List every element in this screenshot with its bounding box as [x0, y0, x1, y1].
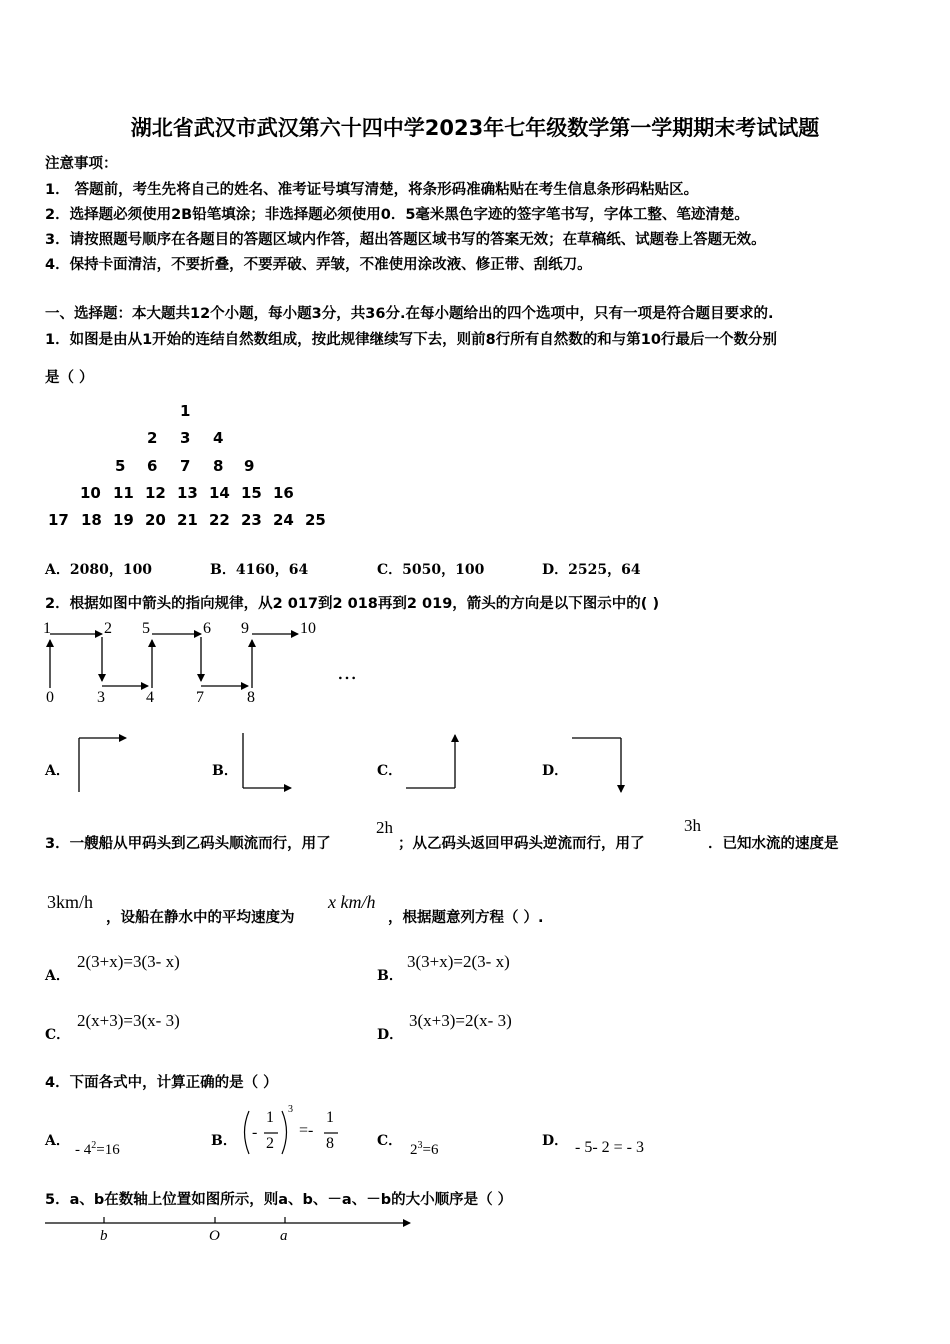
equals-minus: =-	[299, 1122, 314, 1139]
fraction-denominator: 2	[266, 1135, 274, 1152]
notes-heading: 注意事项：	[45, 156, 118, 172]
note-item: 1． 答题前，考生先将自己的姓名、准考证号填写清楚，将条形码准确粘贴在考生信息条形码粘贴区。	[45, 182, 699, 198]
q4-option-a-expr	[75, 1140, 120, 1159]
q4-option-a-label[interactable]: A．	[45, 1133, 70, 1149]
triangle-number: 19	[113, 511, 134, 529]
time-2: 3h	[684, 816, 701, 835]
q3-option-c-expr: 2(x+3)=3(x- 3)	[77, 1011, 180, 1030]
fraction-numerator: 1	[266, 1109, 274, 1126]
q2-option-a-label[interactable]: A．	[45, 763, 70, 779]
q1-option-a[interactable]: A．2080，100	[45, 562, 153, 578]
time-1: 2h	[376, 818, 393, 837]
triangle-number: 2	[147, 429, 158, 447]
q1-option-c[interactable]: C．5050，100	[377, 562, 485, 578]
fraction-parentheses	[245, 1111, 339, 1154]
expr-base: 2	[410, 1142, 418, 1158]
boat-speed: x km/h	[328, 892, 376, 912]
triangle-number: 1	[180, 402, 191, 420]
expr-exponent: 2	[91, 1140, 97, 1151]
q3-option-d-expr: 3(x+3)=2(x- 3)	[409, 1011, 512, 1030]
triangle-number: 22	[209, 511, 230, 529]
q4-option-c-label[interactable]: C．	[377, 1133, 403, 1149]
q4-option-d-expr: - 5- 2 = - 3	[575, 1139, 645, 1156]
section-heading: 一、选择题：本大题共12个小题，每小题3分，共36分.在每小题给出的四个选项中，只有一项是符合题目要求的.	[45, 306, 774, 322]
page-title: 湖北省武汉市武汉第六十四中学2023年七年级数学第一学期期末考试试题	[130, 116, 820, 140]
triangle-number: 15	[241, 484, 262, 502]
question-1-text: 1．如图是由从1开始的连结自然数组成，按此规律继续写下去，则前8行所有自然数的和与第10行最后一个数分别	[45, 332, 777, 348]
question-4-text: 4．下面各式中，计算正确的是（ ）	[45, 1075, 278, 1091]
triangle-number: 9	[244, 457, 255, 475]
q1-option-b[interactable]: B．4160，64	[210, 562, 309, 578]
question-2-text: 2．根据如图中箭头的指向规律，从2 017到2 018再到2 019，箭头的方向是以下图示中的( )	[45, 596, 660, 612]
q4-option-d-label[interactable]: D．	[542, 1133, 569, 1149]
note-item: 4．保持卡面清洁，不要折叠，不要弄破、弄皱，不准使用涂改液、修正带、刮纸刀。	[45, 257, 592, 273]
arrow-number: 2	[104, 620, 112, 637]
arrow-pattern-diagram	[50, 634, 298, 688]
question-3-text-part1: 3．一艘船从甲码头到乙码头顺流而行，用了	[45, 836, 331, 852]
triangle-number: 3	[180, 429, 191, 447]
triangle-number: 16	[273, 484, 294, 502]
triangle-number: 5	[115, 457, 126, 475]
arrow-number: 3	[97, 689, 105, 706]
triangle-number: 4	[213, 429, 224, 447]
q2-option-b-label[interactable]: B．	[212, 763, 238, 779]
q1-option-d[interactable]: D．2525，64	[542, 562, 641, 578]
number-line	[45, 1217, 410, 1223]
triangle-number: 14	[209, 484, 230, 502]
arrow-number: 0	[46, 689, 54, 706]
triangle-number: 20	[145, 511, 166, 529]
triangle-number: 10	[80, 484, 101, 502]
axis-label-b: b	[100, 1228, 108, 1244]
q3-option-a-expr: 2(3+x)=3(3- x)	[77, 952, 180, 971]
triangle-number: 7	[180, 457, 191, 475]
question-1-text-cont: 是（ ）	[45, 370, 94, 386]
arrow-number: 4	[146, 689, 154, 706]
arrow-number: 8	[247, 689, 255, 706]
triangle-number: 17	[48, 511, 69, 529]
arrow-number: 9	[241, 620, 249, 637]
q2-option-c-label[interactable]: C．	[377, 763, 403, 779]
arrow-number: 6	[203, 620, 211, 637]
q2-option-d-label[interactable]: D．	[542, 763, 569, 779]
water-speed: 3km/h	[47, 892, 94, 912]
question-3-text-part5: ，根据题意列方程（ ）.	[388, 910, 544, 926]
axis-label-origin: O	[209, 1228, 220, 1244]
note-item: 2．选择题必须使用2B铅笔填涂；非选择题必须使用0．5毫米黑色字迹的签字笔书写，字体工整、笔迹清楚。	[45, 207, 749, 223]
q3-option-b-expr: 3(3+x)=2(3- x)	[407, 952, 510, 971]
expr-exponent: 3	[417, 1140, 423, 1151]
arrow-number: 1	[43, 620, 51, 637]
question-3-text-part2: ；从乙码头返回甲码头逆流而行，用了	[398, 836, 645, 852]
arrow-option-diagrams	[79, 733, 621, 792]
q4-option-b-label[interactable]: B．	[211, 1133, 237, 1149]
note-item: 3．请按照题号顺序在各题目的答题区域内作答，超出答题区域书写的答案无效；在草稿纸、试题卷上答题无效。	[45, 232, 766, 248]
triangle-number: 18	[81, 511, 102, 529]
q3-option-b-label[interactable]: B．	[377, 968, 403, 984]
arrow-number: 7	[196, 689, 204, 706]
arrow-number: 10	[300, 620, 316, 637]
expr-exponent: 3	[288, 1104, 293, 1115]
triangle-number: 6	[147, 457, 158, 475]
q3-option-c-label[interactable]: C．	[45, 1027, 71, 1043]
expr-base: - 4	[75, 1142, 92, 1158]
triangle-number: 11	[113, 484, 134, 502]
q4-option-c-expr	[410, 1140, 438, 1159]
question-5-text: 5．a、b在数轴上位置如图所示，则a、b、－a、－b的大小顺序是（ ）	[45, 1192, 513, 1208]
triangle-number: 21	[177, 511, 198, 529]
minus-sign: -	[252, 1124, 258, 1141]
arrow-number: 5	[142, 620, 150, 637]
q3-option-d-label[interactable]: D．	[377, 1027, 404, 1043]
triangle-number: 13	[177, 484, 198, 502]
triangle-number: 8	[213, 457, 224, 475]
q3-option-a-label[interactable]: A．	[45, 968, 70, 984]
fraction-denominator: 8	[326, 1135, 334, 1152]
ellipsis: …	[337, 660, 357, 684]
fraction-numerator: 1	[326, 1109, 334, 1126]
expr-result: =6	[422, 1142, 439, 1158]
triangle-number: 12	[145, 484, 166, 502]
expr-result: =16	[96, 1142, 120, 1158]
question-3-text-part3: ．已知水流的速度是	[708, 836, 839, 852]
triangle-number: 24	[273, 511, 294, 529]
triangle-number: 25	[305, 511, 326, 529]
triangle-number: 23	[241, 511, 262, 529]
question-3-text-part4: ，设船在静水中的平均速度为	[106, 910, 295, 926]
axis-label-a: a	[280, 1228, 288, 1244]
